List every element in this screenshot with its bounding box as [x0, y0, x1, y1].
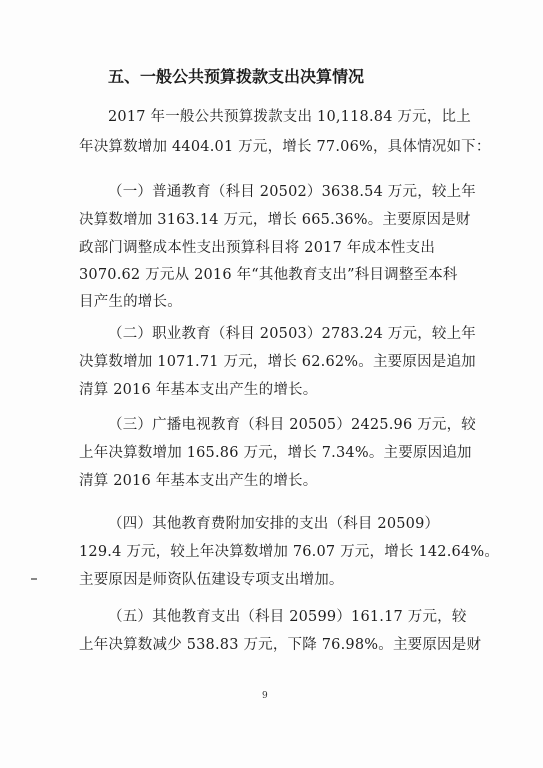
paragraph-line: 清算 2016 年基本支出产生的增长。	[79, 473, 318, 489]
paragraph-line: 3070.62 万元从 2016 年“其他教育支出”科目调整至本科	[79, 267, 458, 283]
paragraph-line: 清算 2016 年基本支出产生的增长。	[79, 382, 318, 398]
scan-mark	[31, 578, 37, 580]
paragraph-line: （四）其他教育费附加安排的支出（科目 20509）	[108, 516, 440, 532]
paragraph-line: （一）普通教育（科目 20502）3638.54 万元，较上年	[108, 184, 477, 200]
paragraph-line: （五）其他教育支出（科目 20599）161.17 万元，较	[108, 609, 467, 625]
paragraph-line: 年决算数增加 4404.01 万元，增长 77.06%，具体情况如下：	[79, 139, 491, 155]
paragraph-line: 决算数增加 3163.14 万元，增长 665.36%。主要原因是财	[79, 212, 471, 228]
paragraph-line: 主要原因是师资队伍建设专项支出增加。	[79, 572, 344, 588]
paragraph-line: 上年决算数减少 538.83 万元，下降 76.98%。主要原因是财	[79, 637, 482, 653]
paragraph-line: 2017 年一般公共预算拨款支出 10,118.84 万元，比上	[108, 109, 471, 125]
paragraph-line: （三）广播电视教育（科目 20505）2425.96 万元，较	[108, 417, 477, 433]
paragraph-line: 决算数增加 1071.71 万元，增长 62.62%。主要原因是追加	[79, 354, 476, 370]
paragraph-line: 政部门调整成本性支出预算科目将 2017 年成本性支出	[79, 240, 436, 256]
paragraph-line: 129.4 万元，较上年决算数增加 76.07 万元，增长 142.64%。	[79, 544, 500, 560]
paragraph-line: （二）职业教育（科目 20503）2783.24 万元，较上年	[108, 326, 477, 342]
section-heading: 五、一般公共预算拨款支出决算情况	[108, 67, 365, 86]
paragraph-line: 目产生的增长。	[79, 294, 182, 310]
paragraph-line: 上年决算数增加 165.86 万元，增长 7.34%。主要原因追加	[79, 445, 472, 461]
page-number: 9	[262, 691, 268, 701]
